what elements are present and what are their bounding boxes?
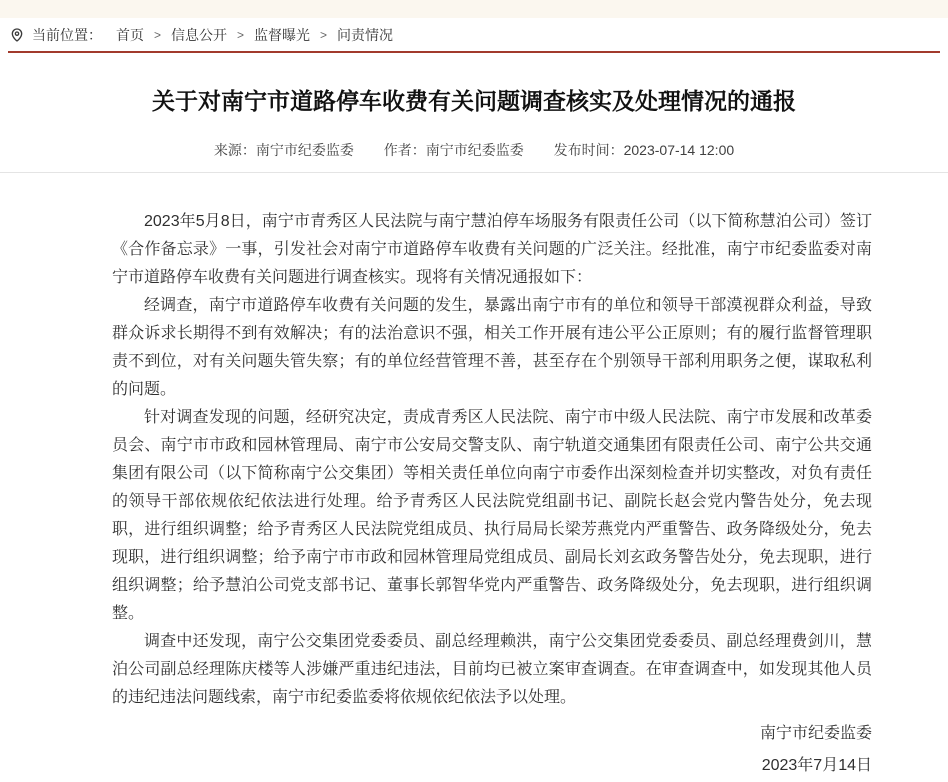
breadcrumb-item-supervision-exposure[interactable]: 监督曝光 bbox=[254, 26, 311, 43]
article-body bbox=[0, 173, 948, 782]
paragraph-4: 调查中还发现，南宁公交集团党委委员、副总经理赖洪，南宁公交集团党委委员、副总经理费剑川，慧泊公司副总经理陈庆楼等人涉嫌严重违纪违法，目前均已被立案审查调查。在审查调查中，如发现其他人员的违纪违法问题线索，南宁市纪委监委将依规依纪依法予以处理。 bbox=[112, 633, 872, 706]
breadcrumb-label: 当前位置： bbox=[32, 26, 102, 43]
paragraph-2: 经调查，南宁市道路停车收费有关问题的发生，暴露出南宁市有的单位和领导干部漠视群众利益，导致群众诉求长期得不到有效解决；有的法治意识不强，相关工作开展有违公平公正原则；有的履行监督管理职责不到位，对有关问题失管失察；有的单位经营管理不善，甚至存在个别领导干部利用职务之便，谋取私利的问题。 bbox=[112, 297, 872, 398]
meta-publish-time bbox=[554, 142, 735, 158]
article-meta bbox=[0, 140, 948, 160]
meta-author-label: 作者： bbox=[383, 142, 426, 158]
paragraph-3: 针对调查发现的问题，经研究决定，责成青秀区人民法院、南宁市中级人民法院、南宁市发展和改革委员会、南宁市市政和园林管理局、南宁市公安局交警支队、南宁轨道交通集团有限责任公司、南宁公共交通集团有限公司（以下简称南宁公交集团）等相关责任单位向南宁市委作出深刻检查并切实整改，对负有责任的领导干部依规依纪依法进行处理。给予青秀区人民法院党组副书记、副院长赵会党内警告处分，免去现职，进行组织调整；给予青秀区人民法院党组成员、执行局局长梁芳燕党内严重警告、政务降级处分，免去现职，进行组织调整；给予南宁市市政和园林管理局党组成员、副局长刘玄政务警告处分，免去现职，进行组织调整；给予慧泊公司党支部书记、董事长郭智华党内严重警告、政务降级处分，免去现职，进行组织调整。 bbox=[112, 409, 872, 622]
breadcrumb-separator: > bbox=[154, 27, 162, 42]
meta-source bbox=[214, 142, 354, 158]
breadcrumb-separator: > bbox=[320, 27, 328, 42]
page-top-strip bbox=[0, 0, 948, 18]
paragraph-1: 2023年5月8日，南宁市青秀区人民法院与南宁慧泊停车场服务有限责任公司（以下简称慧泊公司）签订《合作备忘录》一事，引发社会对南宁市道路停车收费有关问题的广泛关注。经批准，南宁市纪委监委对南宁市道路停车收费有关问题进行调查核实。现将有关情况通报如下： bbox=[112, 213, 872, 286]
breadcrumb bbox=[0, 18, 948, 51]
meta-source-label: 来源： bbox=[213, 142, 256, 158]
article bbox=[0, 86, 948, 782]
breadcrumb-item-home[interactable]: 首页 bbox=[116, 26, 144, 43]
accent-divider bbox=[8, 51, 940, 53]
breadcrumb-separator: > bbox=[237, 27, 245, 42]
signature-org: 南宁市纪委监委 bbox=[759, 725, 872, 742]
meta-author bbox=[384, 142, 524, 158]
meta-author-value: 南宁市纪委监委 bbox=[425, 142, 524, 158]
signature-block bbox=[112, 718, 872, 782]
breadcrumb-item-info-disclosure[interactable]: 信息公开 bbox=[171, 26, 228, 43]
location-pin-icon bbox=[9, 27, 25, 43]
breadcrumb-item-accountability[interactable]: 问责情况 bbox=[337, 26, 394, 43]
meta-source-value: 南宁市纪委监委 bbox=[255, 142, 354, 158]
meta-publish-label: 发布时间： bbox=[553, 142, 624, 158]
page-title: 关于对南宁市道路停车收费有关问题调查核实及处理情况的通报 bbox=[152, 88, 796, 114]
signature-date: 2023年7月14日 bbox=[761, 757, 872, 774]
meta-publish-value: 2023-07-14 12:00 bbox=[623, 142, 735, 158]
